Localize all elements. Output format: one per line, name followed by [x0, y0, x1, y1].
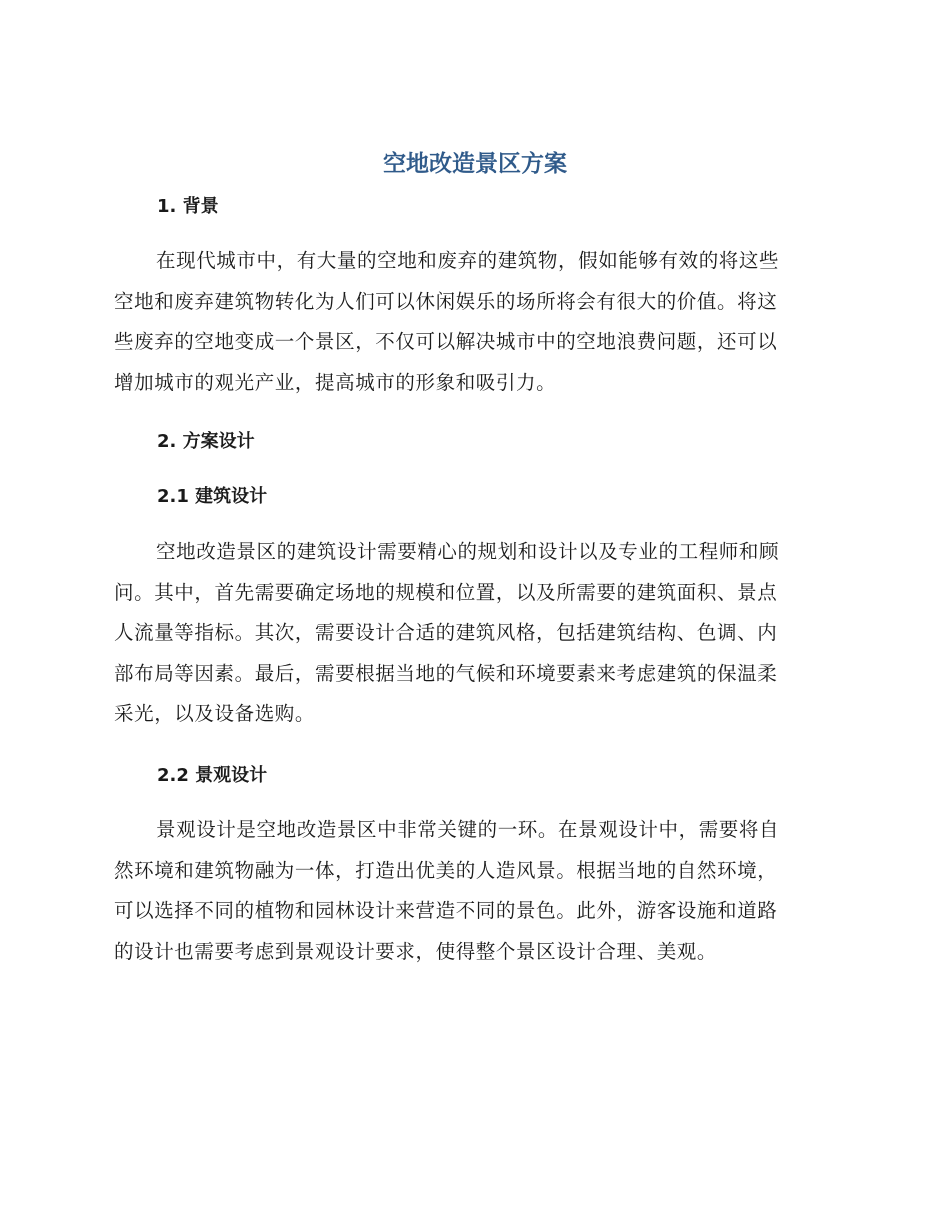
paragraph-line: 然环境和建筑物融为一体，打造出优美的人造风景。根据当地的自然环境，: [114, 858, 778, 882]
paragraph-line: 可以选择不同的植物和园林设计来营造不同的景色。此外，游客设施和道路: [114, 899, 778, 923]
paragraph-line: 在现代城市中，有大量的空地和废弃的建筑物，假如能够有效的将这些: [156, 249, 780, 272]
document-title: 空地改造景区方案: [383, 151, 567, 177]
section-heading-background: 1. 背景: [157, 196, 219, 217]
paragraph-line: 人流量等指标。其次，需要设计合适的建筑风格，包括建筑结构、色调、内: [114, 621, 778, 645]
paragraph-line: 空地改造景区的建筑设计需要精心的规划和设计以及专业的工程师和顾: [156, 540, 780, 563]
paragraph-line: 采光，以及设备选购。: [114, 702, 316, 726]
section-heading-plan-design: 2. 方案设计: [157, 431, 255, 452]
paragraph-line: 些废弃的空地变成一个景区，不仅可以解决城市中的空地浪费问题，还可以: [114, 330, 778, 354]
paragraph-line: 的设计也需要考虑到景观设计要求，使得整个景区设计合理、美观。: [114, 939, 718, 963]
section-paragraph-background: [114, 241, 830, 403]
paragraph-line: 景观设计是空地改造景区中非常关键的一环。在景观设计中，需要将自: [156, 818, 780, 841]
paragraph-line: 空地和废弃建筑物转化为人们可以休闲娱乐的场所将会有很大的价值。将这: [114, 289, 778, 313]
section-paragraph-landscape-design: [114, 810, 830, 972]
section-heading-architecture-design: 2.1 建筑设计: [157, 486, 268, 507]
section-heading-landscape-design: 2.2 景观设计: [157, 765, 268, 786]
section-paragraph-architecture-design: [114, 532, 830, 735]
paragraph-line: 问。其中，首先需要确定场地的规模和位置，以及所需要的建筑面积、景点: [114, 580, 778, 604]
paragraph-line: 部布局等因素。最后，需要根据当地的气候和环境要素来考虑建筑的保温柔: [114, 661, 778, 685]
paragraph-line: 增加城市的观光产业，提高城市的形象和吸引力。: [114, 370, 557, 394]
